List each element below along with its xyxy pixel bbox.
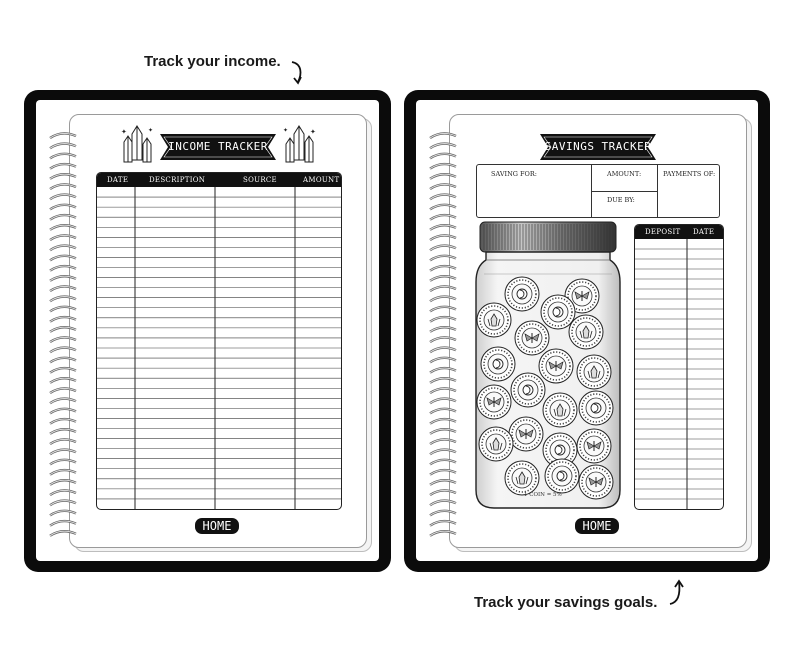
savings-coin[interactable] <box>511 373 545 407</box>
spiral-ring <box>430 480 456 485</box>
moon-icon <box>493 359 503 369</box>
savings-coin[interactable] <box>579 465 613 499</box>
spiral-ring <box>430 276 456 281</box>
moon-icon <box>523 385 533 395</box>
crystal-cluster-icon <box>120 124 154 166</box>
spiral-ring <box>50 358 76 363</box>
spiral-ring <box>50 429 76 434</box>
spiral-ring <box>50 256 76 261</box>
income-tablet <box>24 90 391 572</box>
curved-arrow-down-icon <box>288 60 308 86</box>
spiral-ring <box>430 266 456 271</box>
spiral-ring <box>430 348 456 353</box>
spiral-ring <box>430 378 456 383</box>
spiral-ring <box>50 297 76 302</box>
page-title: INCOME TRACKER <box>168 140 268 153</box>
spiral-ring <box>50 205 76 210</box>
spiral-ring <box>50 174 76 179</box>
spiral-ring <box>430 154 456 159</box>
spiral-ring <box>50 154 76 159</box>
savings-coin[interactable] <box>505 461 539 495</box>
spiral-ring <box>50 144 76 149</box>
crystal-cluster-icon <box>282 124 316 166</box>
spiral-ring <box>430 511 456 516</box>
spiral-ring <box>430 246 456 251</box>
spiral-ring <box>50 419 76 424</box>
moon-icon <box>553 307 563 317</box>
spiral-ring <box>50 246 76 251</box>
column-header-amount: AMOUNT <box>303 176 340 184</box>
spiral-ring <box>50 235 76 240</box>
spiral-ring <box>430 501 456 506</box>
spiral-ring <box>430 225 456 230</box>
spiral-ring <box>430 450 456 455</box>
amount-field[interactable]: AMOUNT: <box>607 170 642 178</box>
due-by-field[interactable]: DUE BY: <box>607 196 635 204</box>
spiral-ring <box>430 205 456 210</box>
spiral-ring <box>50 164 76 169</box>
spiral-ring <box>430 164 456 169</box>
svg-text:✦: ✦ <box>148 128 154 134</box>
savings-coin[interactable] <box>579 391 613 425</box>
spiral-ring <box>50 388 76 393</box>
spiral-ring <box>430 460 456 465</box>
svg-text:✦: ✦ <box>310 129 316 136</box>
savings-coin[interactable] <box>479 427 513 461</box>
spiral-ring <box>50 460 76 465</box>
spiral-ring <box>50 531 76 536</box>
spiral-ring <box>50 470 76 475</box>
spiral-ring <box>430 368 456 373</box>
spiral-binding <box>426 130 460 542</box>
table-rows <box>97 187 341 509</box>
svg-text:✦: ✦ <box>121 129 127 136</box>
deposit-table <box>634 224 724 510</box>
spiral-ring <box>50 511 76 516</box>
spiral-ring <box>430 297 456 302</box>
spiral-ring <box>50 399 76 404</box>
moon-icon <box>555 445 565 455</box>
spiral-ring <box>50 439 76 444</box>
spiral-ring <box>430 174 456 179</box>
spiral-ring <box>50 307 76 312</box>
savings-coin[interactable] <box>477 303 511 337</box>
spiral-ring <box>50 409 76 414</box>
savings-tablet <box>404 90 770 572</box>
column-header-deposit: DEPOSIT <box>645 228 681 236</box>
spiral-ring <box>430 256 456 261</box>
savings-coin[interactable] <box>577 429 611 463</box>
spiral-ring <box>50 450 76 455</box>
spiral-ring <box>430 144 456 149</box>
moon-icon <box>557 471 567 481</box>
savings-coin[interactable] <box>477 385 511 419</box>
page-title: SAVINGS TRACKER <box>544 140 652 153</box>
savings-goal-form <box>476 164 720 218</box>
savings-coin[interactable] <box>481 347 515 381</box>
spiral-ring <box>50 337 76 342</box>
savings-coin[interactable] <box>505 277 539 311</box>
spiral-ring <box>50 348 76 353</box>
spiral-ring <box>430 317 456 322</box>
spiral-ring <box>50 225 76 230</box>
moon-icon <box>517 289 527 299</box>
spiral-ring <box>430 286 456 291</box>
spiral-binding <box>46 130 80 542</box>
home-button[interactable]: HOME <box>195 518 239 534</box>
savings-coin[interactable] <box>539 349 573 383</box>
spiral-ring <box>50 266 76 271</box>
spiral-ring <box>430 521 456 526</box>
moon-icon <box>591 403 601 413</box>
svg-text:✦: ✦ <box>283 128 289 134</box>
column-header-source: SOURCE <box>243 176 277 184</box>
income-table <box>96 172 342 510</box>
spiral-ring <box>50 490 76 495</box>
income-caption: Track your income. <box>144 53 281 70</box>
mason-jar-illustration <box>472 220 624 514</box>
savings-screen <box>416 100 758 561</box>
spiral-ring <box>430 133 456 138</box>
spiral-ring <box>50 276 76 281</box>
savings-coin[interactable] <box>541 295 575 329</box>
spiral-ring <box>50 521 76 526</box>
savings-coin[interactable] <box>543 393 577 427</box>
payments-of-field[interactable]: PAYMENTS OF: <box>663 170 716 178</box>
home-button[interactable]: HOME <box>575 518 619 534</box>
spiral-ring <box>50 133 76 138</box>
spiral-ring <box>430 195 456 200</box>
spiral-ring <box>50 327 76 332</box>
spiral-ring <box>430 327 456 332</box>
saving-for-field[interactable]: SAVING FOR: <box>491 170 537 178</box>
savings-coin[interactable] <box>577 355 611 389</box>
spiral-ring <box>430 337 456 342</box>
savings-coin[interactable] <box>515 321 549 355</box>
spiral-ring <box>430 215 456 220</box>
column-header-date: DATE <box>107 176 129 184</box>
spiral-ring <box>430 490 456 495</box>
spiral-ring <box>430 419 456 424</box>
spiral-ring <box>430 531 456 536</box>
spiral-ring <box>50 501 76 506</box>
curved-arrow-up-icon <box>666 578 686 608</box>
column-header-description: DESCRIPTION <box>149 176 206 184</box>
spiral-ring <box>430 358 456 363</box>
spiral-ring <box>50 480 76 485</box>
jar-caption: 1 COIN = 5% <box>524 492 562 498</box>
spiral-ring <box>430 439 456 444</box>
spiral-ring <box>430 409 456 414</box>
savings-coin[interactable] <box>545 459 579 493</box>
spiral-ring <box>430 307 456 312</box>
spiral-ring <box>430 235 456 240</box>
column-header-date: DATE <box>693 228 715 236</box>
spiral-ring <box>50 317 76 322</box>
spiral-ring <box>50 195 76 200</box>
savings-coin[interactable] <box>509 417 543 451</box>
spiral-ring <box>50 368 76 373</box>
savings-coin[interactable] <box>569 315 603 349</box>
spiral-ring <box>50 184 76 189</box>
spiral-ring <box>50 286 76 291</box>
spiral-ring <box>430 399 456 404</box>
spiral-ring <box>430 184 456 189</box>
savings-caption: Track your savings goals. <box>474 594 658 611</box>
spiral-ring <box>430 429 456 434</box>
income-screen <box>36 100 379 561</box>
spiral-ring <box>50 378 76 383</box>
spiral-ring <box>430 470 456 475</box>
spiral-ring <box>430 388 456 393</box>
spiral-ring <box>50 215 76 220</box>
table-rows <box>635 239 723 509</box>
